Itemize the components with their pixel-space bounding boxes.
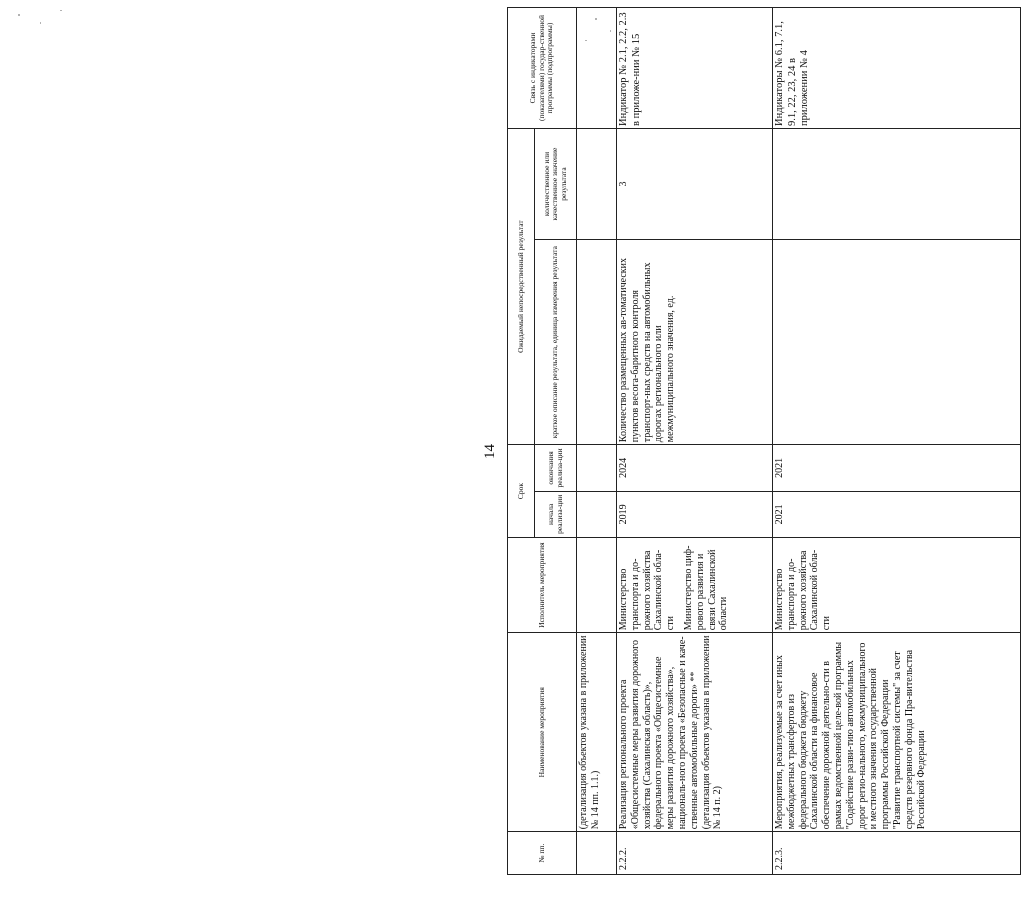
row-name: Реализация регионального проекта «Общесистемные меры развития дорожного хозяйства (Сахалинская область)», федерального проекта «Общесистемные меры развития дорожного хозяйства», националь-ного проекта «Безопасные и каче-ственные автомобильные дороги» ** (детализация объектов указана в приложении № 14 п. 2) <box>617 633 773 832</box>
row-start: 2021 <box>773 491 1021 537</box>
row-executor <box>773 538 1021 633</box>
executor-entry: Министерство циф-рового развития и связи Сахалинской области <box>682 545 730 631</box>
header-executor: Исполнитель мероприятия <box>508 538 577 633</box>
header-term-start: начала реализа-ции <box>535 491 577 537</box>
table-row <box>773 8 1021 875</box>
header-term-end: окончания реализа-ции <box>535 445 577 491</box>
table-row <box>577 8 617 875</box>
header-number: № пп. <box>508 832 577 875</box>
row-end <box>577 445 617 491</box>
executor-entry: Министерство транспорта и до-рожного хозяйства Сахалинской обла-сти <box>618 549 677 631</box>
row-end: 2021 <box>773 445 1021 491</box>
row-link: Индикаторы № 6.1, 7.1, 9.1, 22, 23, 24 в приложении № 4 <box>773 8 1021 129</box>
header-term: Срок <box>508 445 535 538</box>
row-result-value <box>773 128 1021 239</box>
row-number <box>577 832 617 875</box>
measures-table <box>507 7 1021 875</box>
row-result-value <box>577 128 617 239</box>
row-link: Индикатор № 2.1, 2.2, 2.3 в приложе-нии № 15 <box>617 8 773 129</box>
row-executor <box>577 538 617 633</box>
scan-speck <box>18 14 20 16</box>
row-start <box>577 491 617 537</box>
row-name: Мероприятия, реализуемые за счет иных межбюджетных трансфертов из федерального бюджета бюджету Сахалинской области на финансовое обеспечение дорожной деятельно-сти в рамках ведомственной целе-вой программы "Содействие разви-тию автомобильных дорог регио-нального, межмуниципального и местного значения государственной программы Российской Федерации "Развитие транспортной системы" за счет средств резервного фонда Пра-вительства Российской Федерации <box>773 633 1021 832</box>
row-result-value: 3 <box>617 128 773 239</box>
executor-entry: Министерство транспорта и до-рожного хозяйства Сахалинской обла-сти <box>774 549 833 631</box>
rotated-document <box>30 7 927 875</box>
header-result-desc: краткое описание результата, единица измерения результата <box>535 240 577 445</box>
row-result-desc: Количество размещенных ав-томатических пунктов весога-баритного контроля транспорт-ных средств на автомобильных дорогах регионального или межмуниципального значения, ед. <box>617 240 773 445</box>
row-result-desc <box>577 240 617 445</box>
table-row <box>617 8 773 875</box>
row-name: (детализация объектов указана в приложении № 14 пп. 1.1.) <box>577 633 617 832</box>
header-result-value: количественное или качественное значение результата <box>535 128 577 239</box>
header-link: Связь с индикаторами (показателями) государ-ственной программы (подпрограммы) <box>508 8 577 129</box>
header-result: Ожидаемый непосредственный результат <box>508 128 535 444</box>
row-start: 2019 <box>617 491 773 537</box>
row-link <box>577 8 617 129</box>
page-number: 14 <box>482 444 498 459</box>
row-executor <box>617 538 773 633</box>
header-name: Наименование мероприятия <box>508 633 577 832</box>
row-number: 2.2.2. <box>617 832 773 875</box>
row-number: 2.2.3. <box>773 832 1021 875</box>
row-result-desc <box>773 240 1021 445</box>
row-end: 2024 <box>617 445 773 491</box>
